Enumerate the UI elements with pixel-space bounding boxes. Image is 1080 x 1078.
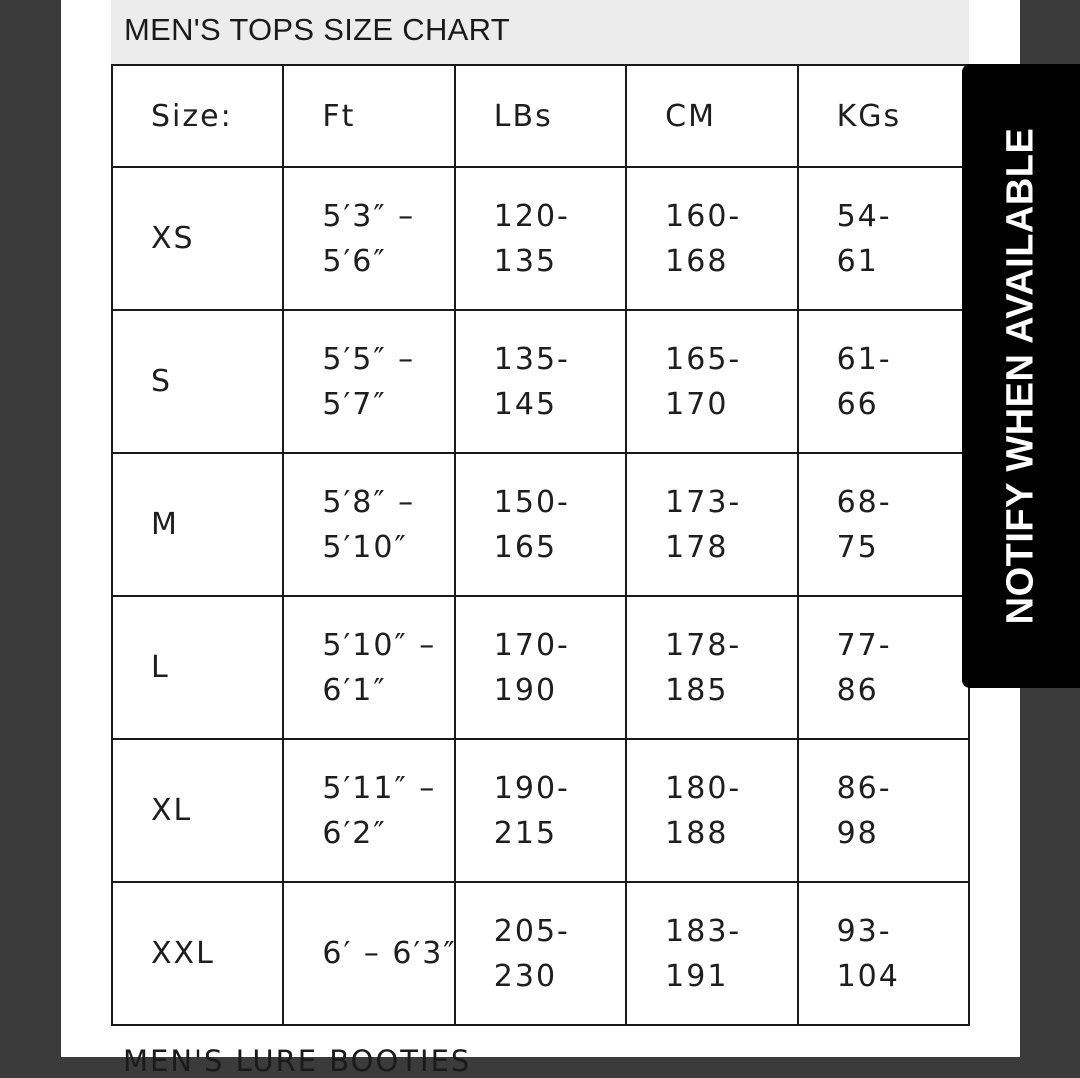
lbs-cell-line: 230 (493, 958, 558, 994)
lbs-cell (455, 882, 626, 1025)
kgs-cell-line: 86- (836, 770, 892, 806)
table-row (112, 882, 969, 1025)
cm-cell-line: 191 (665, 958, 729, 994)
ft-cell-line: 5′6″ (322, 243, 387, 279)
ft-cell-line: 5′7″ (322, 386, 387, 422)
kgs-cell-line: 68- (836, 484, 892, 520)
kgs-cell-line: 77- (836, 627, 892, 663)
lbs-cell (455, 310, 626, 453)
cm-cell-line: 178 (665, 529, 729, 565)
kgs-cell-line: 98 (836, 815, 879, 851)
lbs-cell-line: 190 (493, 672, 558, 708)
cm-cell-line: 178- (665, 627, 742, 663)
page-title: MEN'S TOPS SIZE CHART (124, 12, 511, 47)
ft-cell-line: 5′5″ – (322, 341, 416, 377)
title-bar (111, 0, 969, 64)
kgs-cell (798, 882, 969, 1025)
lbs-cell-line: 190- (493, 770, 570, 806)
notify-when-available-button[interactable] (962, 64, 1080, 688)
lbs-cell-line: 165 (493, 529, 558, 565)
lbs-cell (455, 453, 626, 596)
ft-cell-line: 5′11″ – (322, 770, 437, 806)
ft-cell (283, 167, 454, 310)
table-row (112, 167, 969, 310)
column-header-cm: CM (626, 65, 797, 167)
ft-cell (283, 739, 454, 882)
cm-cell-line: 165- (665, 341, 742, 377)
column-header-kgs: KGs (798, 65, 969, 167)
column-header-ft: Ft (283, 65, 454, 167)
cm-cell-line: 188 (665, 815, 729, 851)
ft-cell-line: 6′ – 6′3″ (322, 936, 457, 971)
ft-cell-line: 5′10″ – (322, 627, 437, 663)
kgs-cell-line: 66 (836, 386, 879, 422)
ft-cell-line: 6′2″ (322, 815, 387, 851)
ft-cell-line: 5′10″ (322, 529, 408, 565)
size-cell: L (112, 596, 283, 739)
kgs-cell (798, 453, 969, 596)
next-section-title: MEN'S LURE BOOTIES (123, 1044, 472, 1078)
lbs-cell-line: 170- (493, 627, 570, 663)
table-row (112, 453, 969, 596)
cm-cell-line: 183- (665, 913, 742, 949)
size-cell: M (112, 453, 283, 596)
lbs-cell (455, 739, 626, 882)
size-cell: XL (112, 739, 283, 882)
cm-cell (626, 167, 797, 310)
kgs-cell (798, 310, 969, 453)
cm-cell-line: 160- (665, 198, 742, 234)
table-row (112, 596, 969, 739)
page (61, 0, 1020, 1078)
ft-cell-line: 6′1″ (322, 672, 387, 708)
kgs-cell (798, 167, 969, 310)
lbs-cell-line: 135 (493, 243, 558, 279)
cm-cell (626, 739, 797, 882)
lbs-cell-line: 150- (493, 484, 570, 520)
lbs-cell (455, 596, 626, 739)
cm-cell-line: 168 (665, 243, 729, 279)
cm-cell (626, 882, 797, 1025)
lbs-cell-line: 145 (493, 386, 558, 422)
cm-cell-line: 185 (665, 672, 729, 708)
kgs-cell-line: 61 (836, 243, 879, 279)
cm-cell-line: 170 (665, 386, 729, 422)
size-cell: S (112, 310, 283, 453)
cm-cell-line: 180- (665, 770, 742, 806)
kgs-cell-line: 104 (836, 958, 900, 994)
ft-cell (283, 453, 454, 596)
table-row (112, 739, 969, 882)
lbs-cell (455, 167, 626, 310)
lbs-cell-line: 120- (493, 198, 570, 234)
kgs-cell-line: 54- (836, 198, 892, 234)
notify-button-label: NOTIFY WHEN AVAILABLE (999, 127, 1042, 625)
table-row (112, 310, 969, 453)
kgs-cell-line: 61- (836, 341, 892, 377)
kgs-cell-line: 75 (836, 529, 879, 565)
ft-cell (283, 310, 454, 453)
ft-cell-line: 5′8″ – (322, 484, 416, 520)
ft-cell (283, 596, 454, 739)
cm-cell (626, 310, 797, 453)
kgs-cell-line: 86 (836, 672, 879, 708)
column-header-lbs: LBs (455, 65, 626, 167)
kgs-cell (798, 739, 969, 882)
kgs-cell-line: 93- (836, 913, 892, 949)
lbs-cell-line: 135- (493, 341, 570, 377)
size-cell: XS (112, 167, 283, 310)
cm-cell (626, 453, 797, 596)
ft-cell-line: 5′3″ – (322, 198, 416, 234)
size-chart-table (111, 64, 970, 1026)
column-header-size: Size: (112, 65, 283, 167)
cm-cell (626, 596, 797, 739)
lbs-cell-line: 215 (493, 815, 558, 851)
kgs-cell (798, 596, 969, 739)
lbs-cell-line: 205- (493, 913, 570, 949)
table-header-row (112, 65, 969, 167)
ft-cell (283, 882, 457, 1025)
size-cell: XXL (112, 882, 283, 1025)
cm-cell-line: 173- (665, 484, 742, 520)
